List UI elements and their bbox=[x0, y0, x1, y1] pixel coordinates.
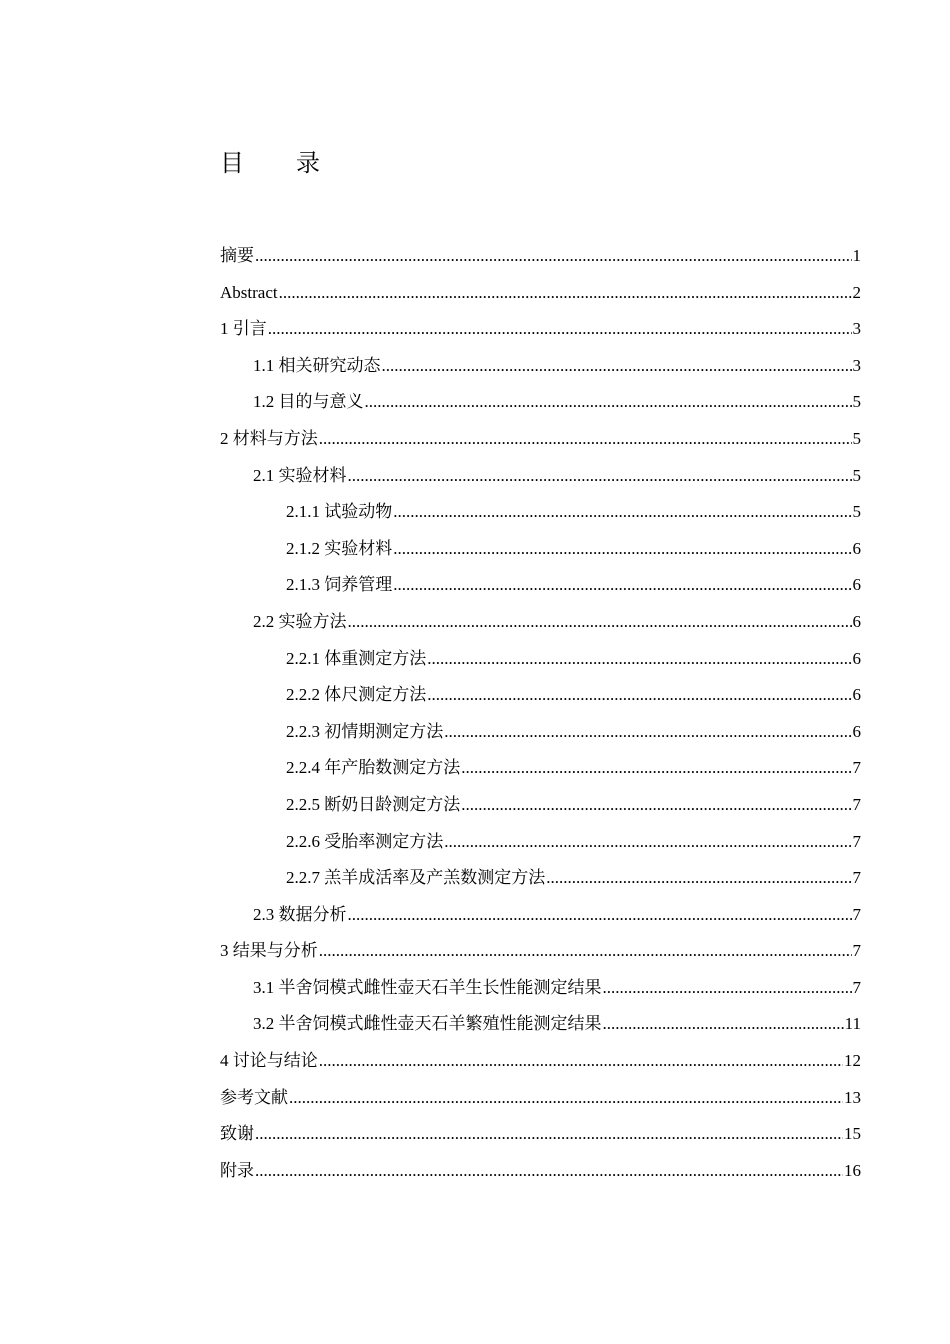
toc-heading-char-1: 目 bbox=[220, 149, 244, 177]
toc-heading bbox=[220, 148, 320, 178]
toc-entry-label: 2.2.5 断奶日龄测定方法 bbox=[286, 794, 461, 814]
toc-entry-label: 4 讨论与结论 bbox=[220, 1051, 318, 1071]
toc-entry-label: 2.3 数据分析 bbox=[253, 904, 347, 924]
toc-entry-page-number: 5 bbox=[852, 502, 861, 522]
toc-entry-label: 1 引言 bbox=[220, 319, 267, 339]
toc-dot-leader bbox=[255, 238, 852, 275]
toc-entry[interactable] bbox=[220, 860, 861, 897]
toc-dot-leader bbox=[393, 494, 851, 531]
toc-dot-leader bbox=[444, 714, 851, 751]
toc-dot-leader bbox=[279, 275, 852, 312]
toc-dot-leader bbox=[348, 897, 852, 934]
toc-entry-label: 2.2.1 体重测定方法 bbox=[286, 648, 427, 668]
toc-dot-leader bbox=[319, 421, 852, 458]
toc-entry-label: 2.2.7 羔羊成活率及产羔数测定方法 bbox=[286, 868, 546, 888]
toc-list bbox=[220, 238, 861, 1189]
toc-entry-page-number: 6 bbox=[852, 611, 861, 631]
toc-dot-leader bbox=[427, 677, 851, 714]
toc-entry[interactable] bbox=[220, 1153, 861, 1190]
toc-dot-leader bbox=[268, 311, 852, 348]
toc-dot-leader bbox=[255, 1116, 843, 1153]
toc-entry-label: 2.2.6 受胎率测定方法 bbox=[286, 831, 444, 851]
toc-entry-label: 3.2 半舍饲模式雌性壶天石羊繁殖性能测定结果 bbox=[253, 1014, 602, 1034]
toc-entry[interactable] bbox=[220, 311, 861, 348]
toc-entry-page-number: 7 bbox=[852, 977, 861, 997]
toc-entry[interactable] bbox=[220, 677, 861, 714]
toc-entry[interactable] bbox=[220, 275, 861, 312]
toc-entry-label: Abstract bbox=[220, 282, 278, 302]
toc-entry-label: 1.1 相关研究动态 bbox=[253, 355, 381, 375]
toc-entry-page-number: 15 bbox=[844, 1124, 861, 1144]
toc-entry-page-number: 6 bbox=[852, 575, 861, 595]
toc-entry[interactable] bbox=[220, 750, 861, 787]
toc-dot-leader bbox=[365, 384, 852, 421]
toc-entry-page-number: 16 bbox=[844, 1160, 861, 1180]
toc-entry-page-number: 5 bbox=[852, 428, 861, 448]
toc-entry-label: 2.1.1 试验动物 bbox=[286, 502, 393, 522]
toc-entry[interactable] bbox=[220, 348, 861, 385]
toc-entry-page-number: 12 bbox=[844, 1051, 861, 1071]
toc-entry-label: 2.1 实验材料 bbox=[253, 465, 347, 485]
toc-dot-leader bbox=[427, 641, 851, 678]
toc-entry-label: 2.1.2 实验材料 bbox=[286, 538, 393, 558]
toc-entry-label: 参考文献 bbox=[220, 1087, 288, 1107]
toc-entry[interactable] bbox=[220, 567, 861, 604]
toc-entry-page-number: 7 bbox=[852, 794, 861, 814]
toc-entry[interactable] bbox=[220, 1006, 861, 1043]
toc-entry-label: 2.2.4 年产胎数测定方法 bbox=[286, 758, 461, 778]
toc-entry[interactable] bbox=[220, 384, 861, 421]
toc-dot-leader bbox=[319, 933, 852, 970]
toc-dot-leader bbox=[603, 1006, 844, 1043]
toc-entry-label: 3.1 半舍饲模式雌性壶天石羊生长性能测定结果 bbox=[253, 977, 602, 997]
toc-entry-label: 2.2.2 体尺测定方法 bbox=[286, 685, 427, 705]
toc-dot-leader bbox=[546, 860, 851, 897]
toc-dot-leader bbox=[348, 458, 852, 495]
toc-entry[interactable] bbox=[220, 421, 861, 458]
toc-dot-leader bbox=[319, 1043, 843, 1080]
toc-entry[interactable] bbox=[220, 1043, 861, 1080]
toc-entry-page-number: 7 bbox=[852, 831, 861, 851]
toc-entry-label: 2 材料与方法 bbox=[220, 428, 318, 448]
toc-entry[interactable] bbox=[220, 641, 861, 678]
toc-entry-page-number: 7 bbox=[852, 868, 861, 888]
toc-dot-leader bbox=[382, 348, 852, 385]
toc-entry[interactable] bbox=[220, 494, 861, 531]
toc-dot-leader bbox=[393, 531, 851, 568]
toc-entry-label: 2.2.3 初情期测定方法 bbox=[286, 721, 444, 741]
toc-entry[interactable] bbox=[220, 238, 861, 275]
toc-dot-leader bbox=[461, 787, 851, 824]
toc-entry[interactable] bbox=[220, 933, 861, 970]
toc-entry-page-number: 5 bbox=[852, 465, 861, 485]
toc-entry[interactable] bbox=[220, 897, 861, 934]
toc-entry-label: 1.2 目的与意义 bbox=[253, 392, 364, 412]
toc-dot-leader bbox=[393, 567, 851, 604]
toc-entry[interactable] bbox=[220, 787, 861, 824]
toc-entry[interactable] bbox=[220, 458, 861, 495]
toc-dot-leader bbox=[603, 970, 852, 1007]
toc-entry-label: 2.2 实验方法 bbox=[253, 611, 347, 631]
toc-entry-label: 摘要 bbox=[220, 246, 254, 265]
toc-dot-leader bbox=[461, 750, 851, 787]
toc-entry[interactable] bbox=[220, 824, 861, 861]
toc-entry-page-number: 6 bbox=[852, 685, 861, 705]
toc-entry[interactable] bbox=[220, 604, 861, 641]
toc-dot-leader bbox=[255, 1153, 843, 1190]
toc-dot-leader bbox=[289, 1080, 843, 1117]
toc-entry[interactable] bbox=[220, 1080, 861, 1117]
toc-entry-label: 致谢 bbox=[220, 1124, 254, 1144]
toc-entry-page-number: 1 bbox=[852, 246, 861, 265]
toc-entry-page-number: 3 bbox=[852, 355, 861, 375]
toc-entry-page-number: 7 bbox=[852, 941, 861, 961]
toc-entry-page-number: 7 bbox=[852, 904, 861, 924]
toc-entry[interactable] bbox=[220, 531, 861, 568]
toc-entry[interactable] bbox=[220, 714, 861, 751]
toc-entry[interactable] bbox=[220, 1116, 861, 1153]
toc-dot-leader bbox=[444, 824, 851, 861]
toc-entry-page-number: 6 bbox=[852, 538, 861, 558]
toc-entry-page-number: 13 bbox=[844, 1087, 861, 1107]
toc-entry-page-number: 5 bbox=[852, 392, 861, 412]
toc-entry-label: 3 结果与分析 bbox=[220, 941, 318, 961]
toc-heading-char-2: 录 bbox=[296, 149, 320, 177]
toc-entry-page-number: 11 bbox=[844, 1014, 861, 1034]
toc-dot-leader bbox=[348, 604, 852, 641]
toc-entry-page-number: 6 bbox=[852, 721, 861, 741]
toc-entry-page-number: 3 bbox=[852, 319, 861, 339]
toc-entry[interactable] bbox=[220, 970, 861, 1007]
toc-entry-label: 附录 bbox=[220, 1160, 254, 1180]
toc-entry-label: 2.1.3 饲养管理 bbox=[286, 575, 393, 595]
toc-entry-page-number: 7 bbox=[852, 758, 861, 778]
toc-entry-page-number: 6 bbox=[852, 648, 861, 668]
toc-entry-page-number: 2 bbox=[852, 282, 861, 302]
